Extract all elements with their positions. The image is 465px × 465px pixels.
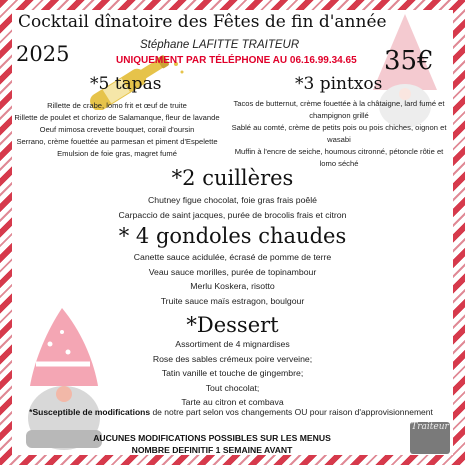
year-label: 2025 bbox=[16, 42, 70, 66]
tapas-heading: *5 tapas bbox=[90, 74, 162, 94]
list-item: Tacos de butternut, crème fouettée à la châtaigne, lard fumé et champignon grillé bbox=[233, 99, 445, 120]
footer-line-1: AUCUNES MODIFICATIONS POSSIBLES SUR LES MENUS bbox=[93, 433, 331, 443]
list-item: Merlu Koskera, risotto bbox=[190, 281, 275, 291]
cuilleres-section bbox=[12, 166, 453, 222]
list-item: Carpaccio de saint jacques, purée de brocolis frais et citron bbox=[118, 209, 347, 220]
gondoles-heading: * 4 gondoles chaudes bbox=[118, 224, 347, 248]
modification-note bbox=[16, 406, 446, 418]
pintxos-list bbox=[226, 98, 452, 170]
list-item: Assortiment de 4 mignardises bbox=[175, 339, 290, 349]
tapas-list bbox=[12, 100, 222, 160]
note-rest: de notre part selon vos changements OU pour raison d'approvisionnement bbox=[150, 407, 433, 417]
gondoles-section bbox=[12, 224, 453, 308]
list-item: Oeuf mimosa crevette bouquet, corail d'oursin bbox=[39, 125, 195, 134]
footer-line-2: NOMBRE DEFINITIF 1 SEMAINE AVANT bbox=[131, 445, 293, 455]
dessert-section bbox=[12, 313, 453, 410]
list-item: Chutney figue chocolat, foie gras frais poêlé bbox=[147, 195, 318, 205]
pintxos-heading: *3 pintxos bbox=[295, 74, 383, 94]
list-item: Tarte au citron et combava bbox=[181, 397, 284, 407]
list-item: Sablé au comté, crème de petits pois ou pois chiches, oignon et wasabi bbox=[231, 123, 447, 144]
phone-notice[interactable]: UNIQUEMENT PAR TÉLÉPHONE AU 06.16.99.34.65 bbox=[116, 55, 357, 66]
list-item: Canette sauce acidulée, écrasé de pomme de terre bbox=[133, 252, 332, 262]
page-title: Cocktail dînatoire des Fêtes de fin d'année bbox=[18, 12, 387, 32]
list-item: Truite sauce maïs estragon, boulgour bbox=[160, 295, 305, 306]
list-item: Muffin à l'encre de seiche, houmous citronné, pétoncle rôtie et lomo séché bbox=[234, 147, 444, 168]
traiteur-logo: Traiteur bbox=[410, 422, 450, 454]
list-item: Veau sauce morilles, purée de topinambour bbox=[148, 266, 317, 277]
menu-card bbox=[12, 10, 453, 455]
list-item: Rose des sables crémeux poire verveine; bbox=[152, 353, 313, 364]
list-item: Tatin vanille et touche de gingembre; bbox=[161, 368, 304, 378]
list-item: Emulsion de foie gras, magret fumé bbox=[57, 149, 177, 158]
list-item: Tout chocolat; bbox=[205, 382, 260, 393]
cuilleres-heading: *2 cuillères bbox=[171, 166, 294, 190]
chef-name: Stéphane LAFITTE TRAITEUR bbox=[140, 39, 300, 51]
list-item: Rillette de poulet et chorizo de Salamanque, fleur de lavande bbox=[14, 113, 220, 122]
note-bold: *Susceptible de modifications bbox=[29, 407, 151, 417]
list-item: Serrano, crème fouettée au parmesan et piment d'Espelette bbox=[16, 137, 218, 146]
price-label: 35€ bbox=[384, 46, 434, 76]
dessert-heading: *Dessert bbox=[186, 313, 279, 337]
list-item: Rillette de crabe, lomo frit et œuf de truite bbox=[47, 101, 187, 110]
